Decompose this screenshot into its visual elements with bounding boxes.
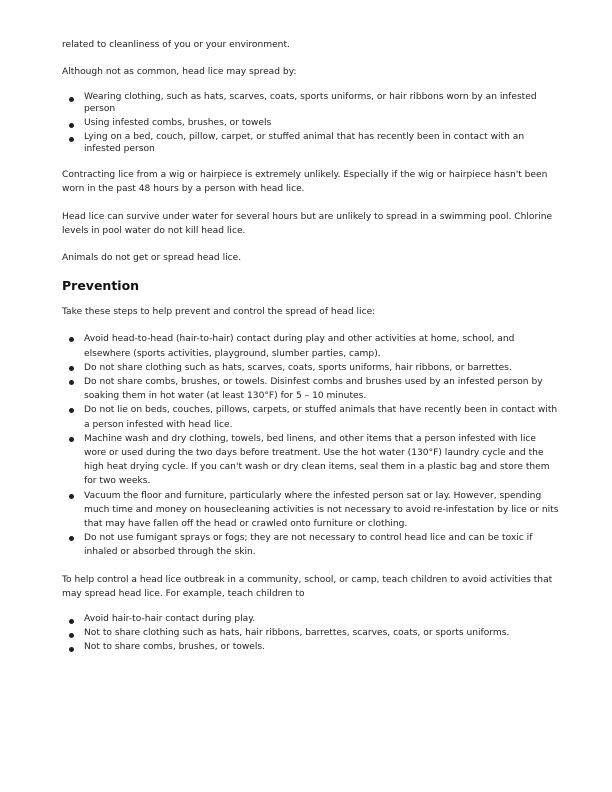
list-item: Do not share clothing such as hats, scarves, coats, sports uniforms, hair ribbons, or barrettes. <box>84 361 560 375</box>
prevention-lead-paragraph: Take these steps to help prevent and control the spread of head lice: <box>62 307 376 318</box>
prevention-heading: Prevention <box>62 278 140 294</box>
water-paragraph: Head lice can survive under water for several hours but are unlikely to spread in a swimming pool. Chlorine levels in pool water do not kill head lice. <box>62 211 553 236</box>
spread-lead-paragraph: Although not as common, head lice may spread by: <box>62 67 297 78</box>
continuation-paragraph: related to cleanliness of you or your environment. <box>62 40 290 50</box>
list-item: Not to share combs, brushes, or towels. <box>84 642 560 654</box>
children-guidance-list <box>62 614 560 654</box>
list-item: Lying on a bed, couch, pillow, carpet, or stuffed animal that has recently been in contact with an infested person <box>84 132 560 155</box>
list-item: Not to share clothing such as hats, hair ribbons, barrettes, scarves, coats, or sports uniforms. <box>84 628 560 640</box>
list-item: Using infested combs, brushes, or towels <box>84 118 560 130</box>
list-item: Do not use fumigant sprays or fogs; they are not necessary to control head lice and can be toxic if inhaled or absorbed through the skin. <box>84 531 560 559</box>
prevention-steps-list <box>62 332 560 559</box>
spread-methods-list <box>62 92 560 155</box>
list-item: Avoid head-to-head (hair-to-hair) contact during play and other activities at home, school, and elsewhere (sports activities, playground, slumber parties, camp). <box>84 332 560 360</box>
list-item: Vacuum the floor and furniture, particularly where the infested person sat or lay. However, spending much time and money on housecleaning activities is not necessary to avoid re-infestation by lice or nits that may have fallen off the head or crawled onto furniture or clothing. <box>84 489 560 532</box>
list-item: Avoid hair-to-hair contact during play. <box>84 614 560 626</box>
list-item: Machine wash and dry clothing, towels, bed linens, and other items that a person infested with lice wore or used during the two days before treatment. Use the hot water (130°F) laundry cycle and the high heat drying cycle. If you can't wash or dry clean items, seal them in a plastic bag and store them for two weeks. <box>84 432 560 489</box>
outbreak-paragraph: To help control a head lice outbreak in a community, school, or camp, teach children to avoid activities that may spread head lice. For example, teach children to <box>62 574 553 599</box>
list-item: Do not lie on beds, couches, pillows, carpets, or stuffed animals that have recently been in contact with a person infested with head lice. <box>84 403 560 431</box>
animals-paragraph: Animals do not get or spread head lice. <box>62 252 242 263</box>
list-item: Wearing clothing, such as hats, scarves, coats, sports uniforms, or hair ribbons worn by an infested person <box>84 92 560 115</box>
wig-paragraph: Contracting lice from a wig or hairpiece is extremely unlikely. Especially if the wig or hairpiece hasn't been worn in the past 48 hours by a person with head lice. <box>62 170 548 195</box>
list-item: Do not share combs, brushes, or towels. Disinfest combs and brushes used by an infested person by soaking them in hot water (at least 130°F) for 5 – 10 minutes. <box>84 375 560 403</box>
